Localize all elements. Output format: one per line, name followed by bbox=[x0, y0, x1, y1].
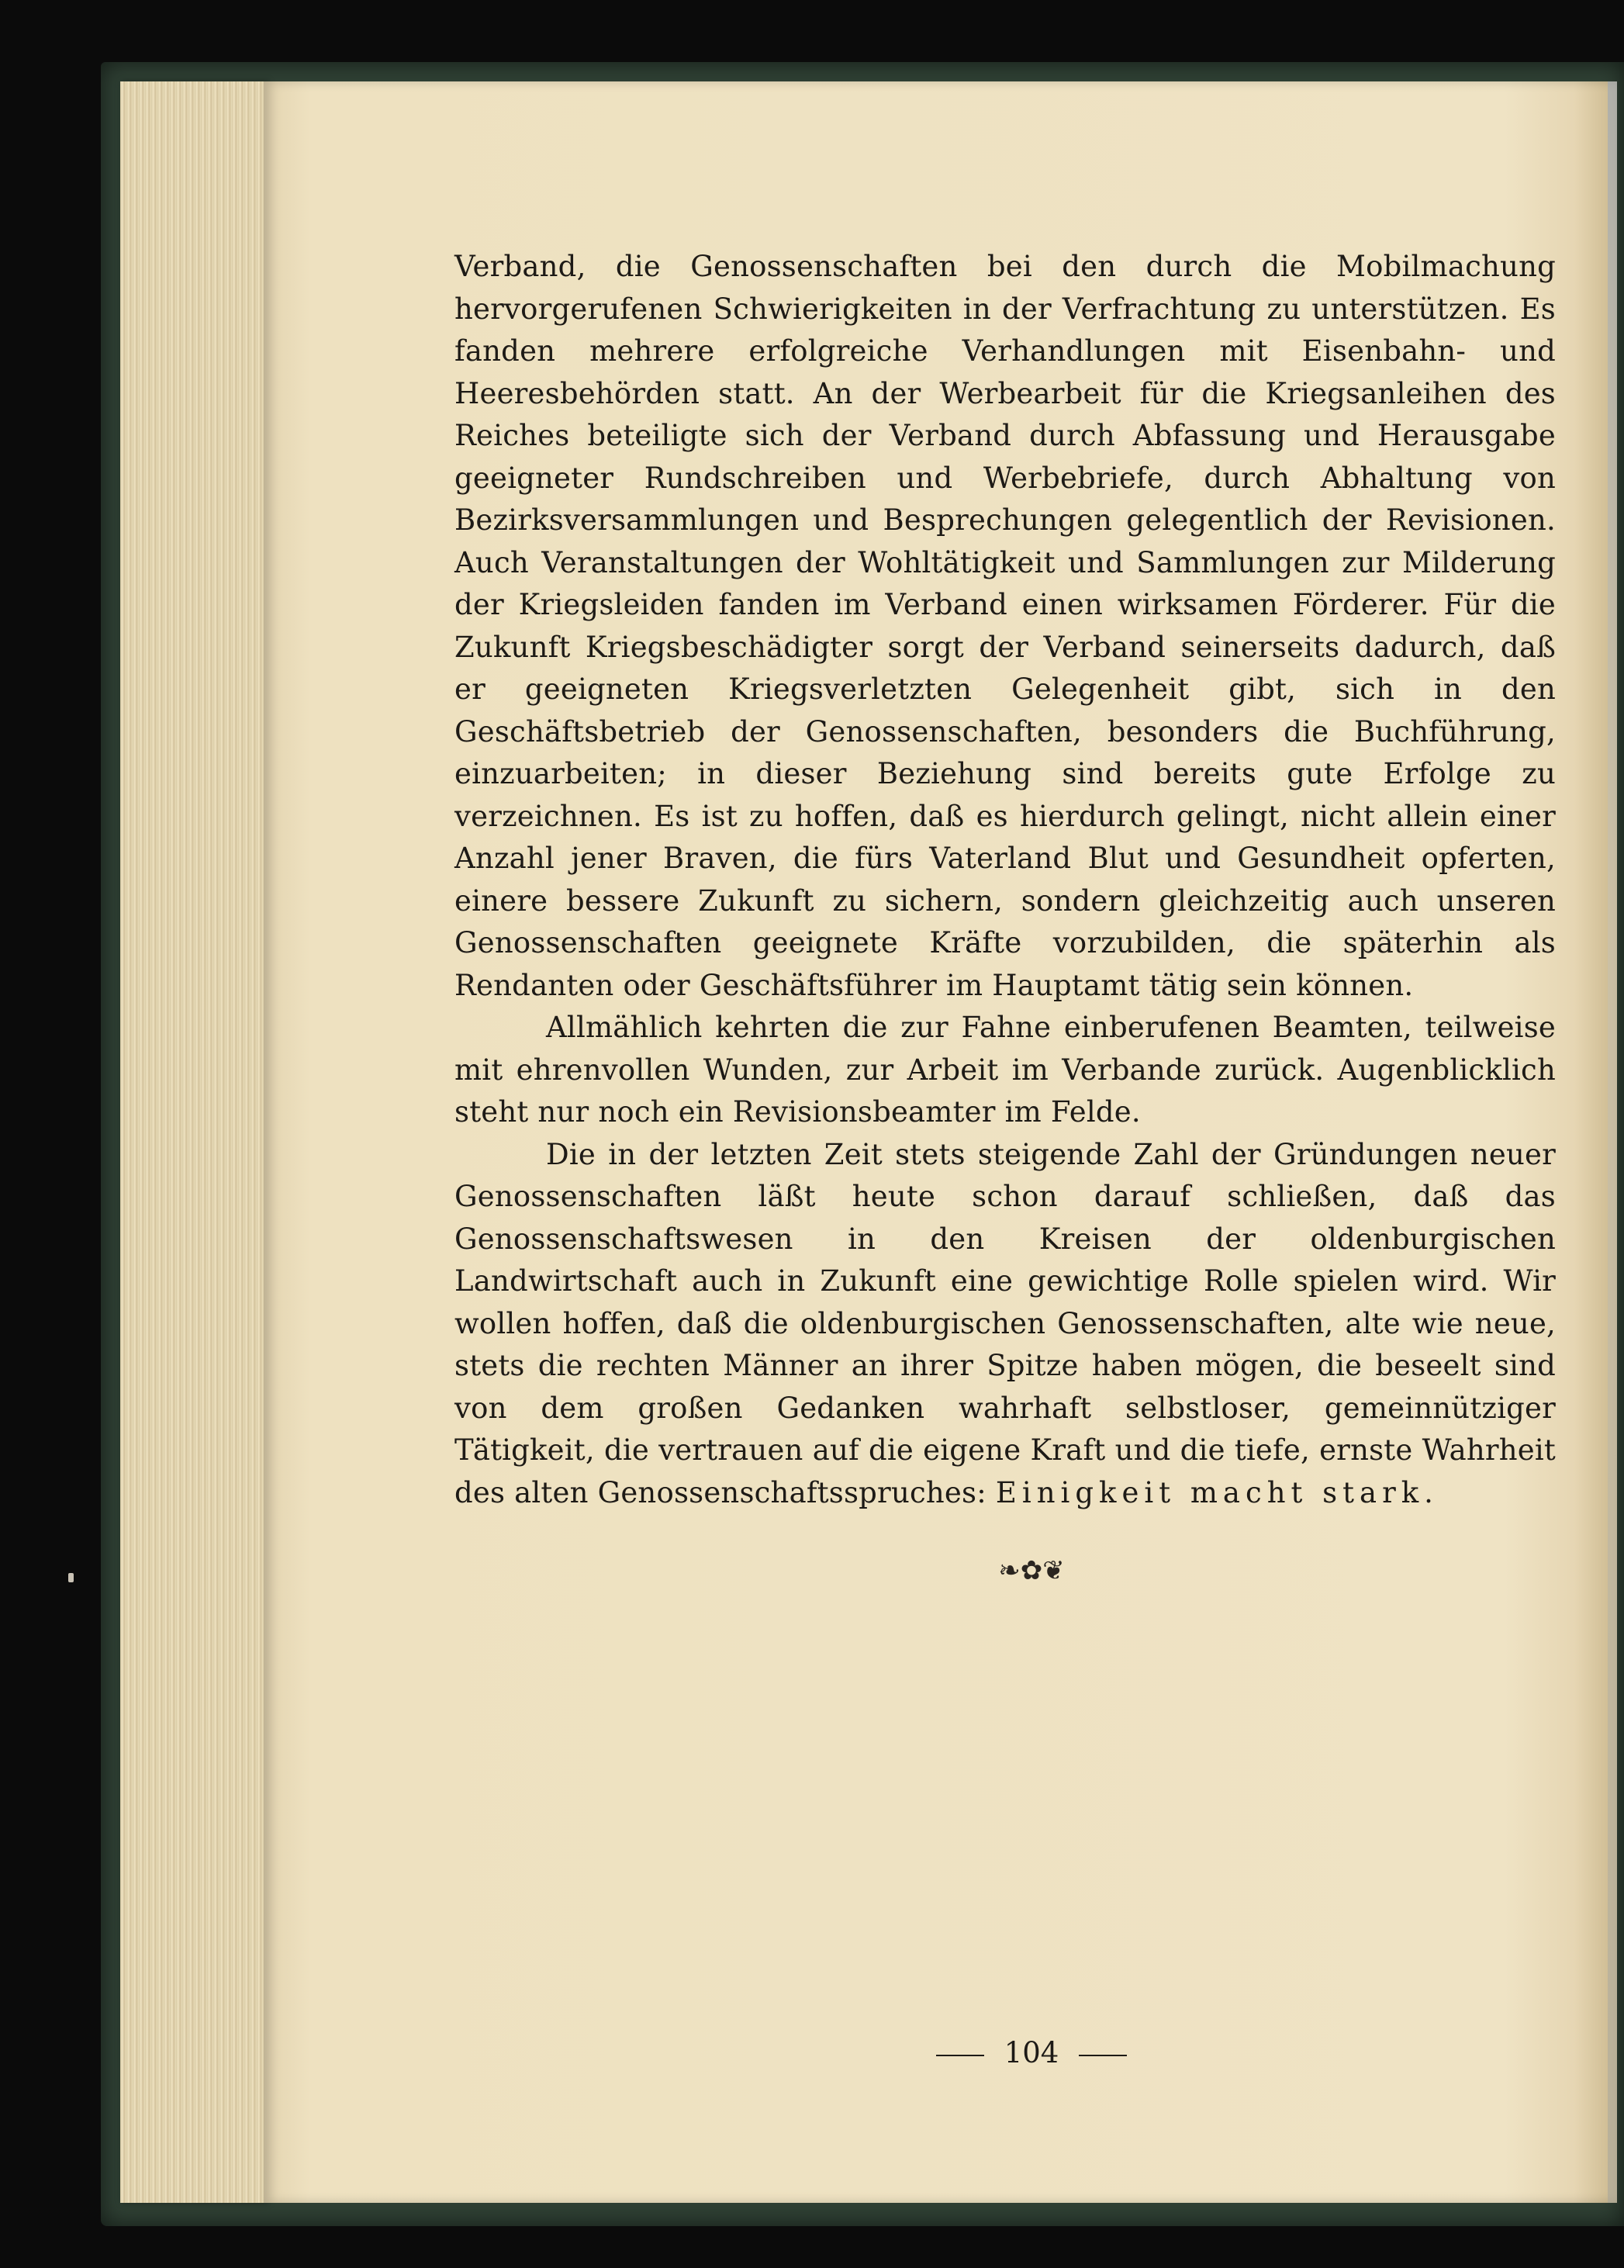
dash-left bbox=[936, 2055, 984, 2056]
paragraph-3 bbox=[454, 1134, 1556, 1515]
dash-right bbox=[1079, 2055, 1127, 2056]
page-edges bbox=[120, 81, 268, 2203]
page-number bbox=[915, 2036, 1148, 2069]
motto: Einigkeit macht stark. bbox=[995, 1475, 1439, 1509]
dust-speck bbox=[68, 1573, 74, 1582]
body-text bbox=[454, 246, 1556, 1514]
section-ornament-icon: ❧✿❦ bbox=[998, 1555, 1065, 1586]
paragraph-3-text: Die in der letzten Zeit stets steigende Zahl der Gründungen neuer Genossenschaften läßt heute schon darauf schließen, daß das Genossenschaftswesen in den Kreisen der oldenburgischen Landwirtschaft auch in Zukunft eine gewichtige Rolle spielen wird. Wir wollen hoffen, daß die oldenburgischen Genossenschaften, alte wie neue, stets die rechten Männer an ihrer Spitze haben mögen, die beseelt sind von dem großen Gedanken wahrhaft selbstloser, gemeinnütziger Tätigkeit, die vertrauen auf die eigene Kraft und die tiefe, ernste Wahrheit des alten Genossenschaftsspruches: bbox=[454, 1137, 1556, 1509]
page-number-value: 104 bbox=[1004, 2036, 1059, 2069]
paragraph-1: Verband, die Genossenschaften bei den durch die Mobilmachung hervorgerufenen Schwierigkeiten in der Verfrachtung zu unterstützen. Es fanden mehrere erfolgreiche Verhandlungen mit Eisenbahn- und Heeresbehörden statt. An der Werbearbeit für die Kriegsanleihen des Reiches beteiligte sich der Verband durch Abfassung und Herausgabe geeigneter Rundschreiben und Werbebriefe, durch Abhaltung von Bezirksversammlungen und Besprechungen gelegentlich der Revisionen. Auch Veranstaltungen der Wohltätigkeit und Sammlungen zur Milderung der Kriegsleiden fanden im Verband einen wirksamen Förderer. Für die Zukunft Kriegsbeschädigter sorgt der Verband seinerseits dadurch, daß er geeigneten Kriegsverletzten Gelegenheit gibt, sich in den Geschäftsbetrieb der Genossenschaften, besonders die Buchführung, einzuarbeiten; in dieser Beziehung sind bereits gute Erfolge zu verzeichnen. Es ist zu hoffen, daß es hierdurch gelingt, nicht allein einer Anzahl jener Braven, die fürs Vaterland Blut und Gesundheit opferten, einere bessere Zukunft zu sichern, sondern gleichzeitig auch unseren Genossenschaften geeignete Kräfte vorzubilden, die späterhin als Rendanten oder Geschäftsführer im Hauptamt tätig sein können. bbox=[454, 250, 1556, 1002]
paragraph-2: Allmählich kehrten die zur Fahne einberufenen Beamten, teilweise mit ehrenvollen Wunden, zur Arbeit im Verbande zurück. Augenblicklich steht nur noch ein Revisionsbeamter im Felde. bbox=[454, 1011, 1556, 1129]
page-gutter bbox=[1608, 81, 1617, 2203]
book-page bbox=[264, 81, 1617, 2203]
